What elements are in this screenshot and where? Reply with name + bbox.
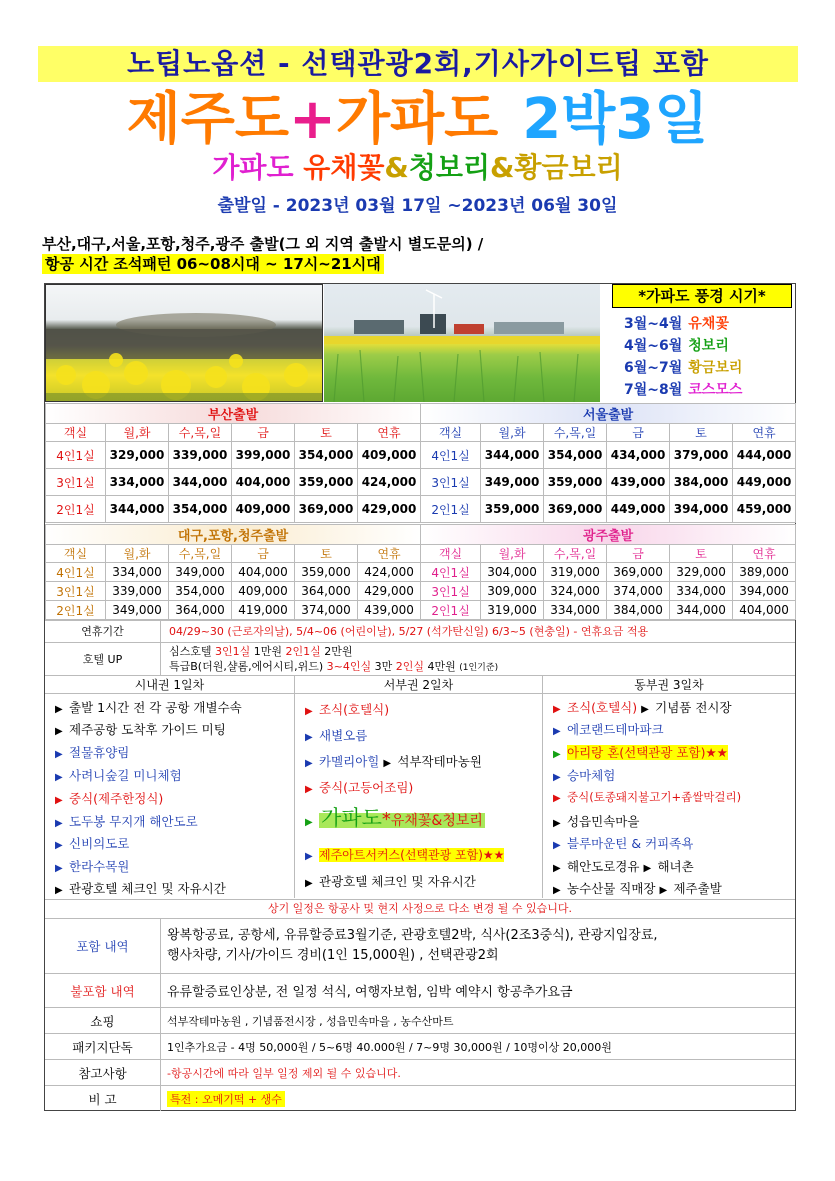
column-header-row: 객실 월,화 수,목,일 금 토 연휴 객실 월,화 수,목,일 금 토 연휴 [46,545,796,563]
arrow-icon: ▶ [643,863,652,874]
headline-banner: 노팁노옵션 - 선택관광2회,기사가이드팁 포함 [38,46,798,82]
arrow-icon: ▶ [553,863,561,874]
arrow-icon: ▶ [55,749,63,760]
price-table-top [45,403,796,523]
include-row [45,918,795,974]
arrow-icon: ▶ [55,704,63,715]
departure-period: 출발일 - 2023년 03월 17일 ~2023년 06월 30일 [217,196,618,216]
season-header: *가파도 풍경 시기* [612,284,792,308]
arrow-icon: ▶ [553,793,561,804]
hotel-row [45,642,795,676]
day1-column [45,694,295,898]
day3-column [543,694,795,898]
shopping-label: 쇼핑 [45,1008,161,1033]
season-panel [602,284,796,402]
list-item: ▶ 절물휴양림 [55,745,130,760]
title-gapa: 가파도 [335,87,499,152]
title-plus: + [288,87,336,152]
table-row: 3인1실 339,000 354,000 409,000 364,000 429,000 3인1실 309,000 324,000 374,000 334,000 394,000 [46,582,796,601]
list-item: ▶ 관광호텔 체크인 및 자유시간 [305,874,476,889]
list-item: ▶ 성읍민속마을 [553,814,640,829]
holiday-label: 연휴기간 [45,621,161,643]
table-row: 4인1실 329,000 339,000 399,000 354,000 409,000 4인1실 344,000 354,000 434,000 379,000 444,000 [46,442,796,469]
reference-label: 참고사항 [45,1060,161,1085]
table-row: 2인1실 349,000 364,000 419,000 374,000 439,000 2인1실 319,000 334,000 384,000 344,000 404,000 [46,601,796,620]
arrow-icon: ▶ [553,885,561,896]
list-item: ▶ 카멜리아힐 ▶ 석부작테마농원 [305,754,482,769]
subtitle-gapa: 가파도 [212,151,294,184]
photo-barley-field [324,284,600,402]
hotel-label: 호텔 UP [45,643,161,676]
departure-cities: 부산,대구,서울,포항,청주,광주 출발(그 외 지역 출발시 별도문의) / [42,235,484,253]
list-item: ▶ 해안도로경유 ▶ 해녀촌 [553,859,694,874]
table-row: 4인1실 334,000 349,000 404,000 359,000 424,000 4인1실 304,000 319,000 369,000 329,000 389,000 [46,563,796,582]
remark-row [45,1086,795,1111]
subtitle-amp2: & [490,151,515,184]
arrow-icon: ▶ [55,885,63,896]
arrow-icon: ▶ [55,772,63,783]
exclude-label: 불포함 내역 [45,974,161,1007]
arrow-icon: ▶ [55,818,63,829]
reference-row [45,1060,795,1086]
list-item: ▶ 도두봉 무지개 해안도로 [55,814,198,829]
list-item: ▶ 블루마운틴 & 커피족욕 [553,836,694,851]
arrow-icon: ▶ [55,795,63,806]
include-label: 포함 내역 [45,918,161,973]
season-row: 3월~4월 유채꽃 [624,316,729,332]
arrow-icon: ▶ [305,706,313,717]
photo-barley-illustration [324,284,600,402]
arrow-icon: ▶ [553,704,561,715]
table-row: 3인1실 334,000 344,000 404,000 359,000 424,000 3인1실 349,000 359,000 439,000 384,000 449,000 [46,469,796,496]
list-item: ▶ 제주아트서커스(선택관광 포함)★★ [305,848,505,862]
day1-title: 시내권 1일차 [45,675,295,694]
title-nights: 2박3일 [522,87,709,152]
price-table-bottom [45,524,796,620]
list-item: ▶ 농수산물 직매장 ▶ 제주출발 [553,881,722,896]
arrow-icon: ▶ [305,817,313,828]
main-title [0,84,835,156]
list-item: ▶ 에코랜드테마파크 [553,722,664,737]
include-text-1: 왕복항공료, 공항세, 유류할증료3월기준, 관광호텔2박, 식사(2조3중식), 관광지입장료, [167,927,658,943]
day3-title: 동부권 3일차 [543,675,795,694]
list-item: ▶ 중식(제주한정식) [55,791,164,806]
group-row [45,1034,795,1060]
subtitle-amp1: & [384,151,409,184]
region-busan: 부산출발 [46,404,421,424]
photo-stonewall-flowers [45,284,323,402]
region-gwangju: 광주출발 [421,525,796,545]
arrow-icon: ▶ [305,732,313,743]
shopping-text: 석부작테마농원 , 기념품전시장 , 성읍민속마을 , 농수산마트 [167,1014,454,1028]
list-item: ▶ 사려니숲길 미니체험 [55,768,182,783]
arrow-icon: ▶ [553,726,561,737]
list-item: ▶ 출발 1시간 전 각 공항 개별수속 [55,700,242,715]
arrow-icon: ▶ [553,840,561,851]
holiday-text: 04/29~30 (근로자의날), 5/4~06 (어린이날), 5/27 (석가탄신일) 6/3~5 (현충일) - 연휴요금 적용 [169,625,649,638]
arrow-icon: ▶ [305,758,313,769]
table-row: 2인1실 344,000 354,000 409,000 369,000 429,000 2인1실 359,000 369,000 449,000 394,000 459,000 [46,496,796,523]
arrow-icon: ▶ [55,863,63,874]
hotel-text: 심스호텔 3인1실 1만원 2인1실 2만원 특급B(더원,샬롬,에어시티,위드) 3~4인실 3만 2인실 4만원 (1인기준) [169,645,499,673]
schedule-notice: 상기 일정은 항공사 및 현지 사정으로 다소 변경 될 수 있습니다. [45,899,795,919]
title-jeju: 제주도 [126,87,289,152]
reference-text: -항공시간에 따라 일부 일정 제외 될 수 있습니다. [167,1066,401,1080]
list-item: ▶ 아리랑 혼(선택관광 포함)★★ [553,745,728,760]
arrow-icon: ▶ [305,784,313,795]
arrow-icon: ▶ [383,758,392,769]
arrow-icon: ▶ [305,851,313,862]
list-item-gapado: ▶ 가파도*유채꽃&청보리 [305,804,485,832]
arrow-icon: ▶ [55,726,63,737]
list-item: ▶ 중식(고등어조림) [305,780,414,795]
column-header-row: 객실 월,화 수,목,일 금 토 연휴 객실 월,화 수,목,일 금 토 연휴 [46,424,796,442]
list-item: ▶ 신비의도로 [55,836,130,851]
exclude-text: 유류할증료인상분, 전 일정 석식, 여행자보험, 임박 예약시 항공추가요금 [167,985,573,1000]
include-text-2: 행사차량, 기사/가이드 경비(1인 15,000원) , 선택관광2회 [167,947,499,963]
list-item: ▶ 한라수목원 [55,859,130,874]
arrow-icon: ▶ [553,818,561,829]
remark-text: 특전 : 오메기떡 + 생수 [167,1091,285,1107]
list-item: ▶ 관광호텔 체크인 및 자유시간 [55,881,226,896]
photo-stonewall-illustration [46,285,323,402]
arrow-icon: ▶ [553,749,561,760]
list-item: ▶ 중식(토종돼지불고기+좁쌀막걸리) [553,790,742,804]
list-item: ▶ 조식(호텔식) ▶ 기념품 전시장 [553,700,732,715]
arrow-icon: ▶ [55,840,63,851]
list-item: ▶ 승마체험 [553,768,616,783]
arrow-icon: ▶ [641,704,649,715]
day2-column [295,694,543,898]
day2-title: 서부권 2일차 [295,675,543,694]
arrow-icon: ▶ [305,878,313,889]
shopping-row [45,1008,795,1034]
remark-label: 비 고 [45,1086,161,1111]
region-daegu: 대구,포항,청주출발 [46,525,421,545]
group-text: 1인추가요금 - 4명 50,000원 / 5~6명 40.000원 / 7~9명 30,000원 / 10명이상 20,000원 [167,1040,612,1054]
subtitle [0,150,835,186]
subtitle-cheong: 청보리 [408,151,490,184]
exclude-row [45,974,795,1008]
season-row: 6월~7월 황금보리 [624,360,743,376]
list-item: ▶ 조식(호텔식) [305,702,390,717]
arrow-icon: ▶ [553,772,561,783]
group-label: 패키지단독 [45,1034,161,1059]
holiday-row [45,620,795,643]
arrow-icon: ▶ [659,885,668,896]
subtitle-hwang: 황금보리 [514,151,623,184]
region-seoul: 서울출발 [421,404,796,424]
list-item: ▶ 새별오름 [305,728,368,743]
season-row: 4월~6월 청보리 [624,338,729,354]
list-item: ▶ 제주공항 도착후 가이드 미팅 [55,722,226,737]
flight-times: 항공 시간 조석패턴 06~08시대 ~ 17시~21시대 [42,254,384,274]
subtitle-yuchae: 유채꽃 [303,151,385,184]
season-row: 7월~8월 코스모스 [624,382,743,398]
